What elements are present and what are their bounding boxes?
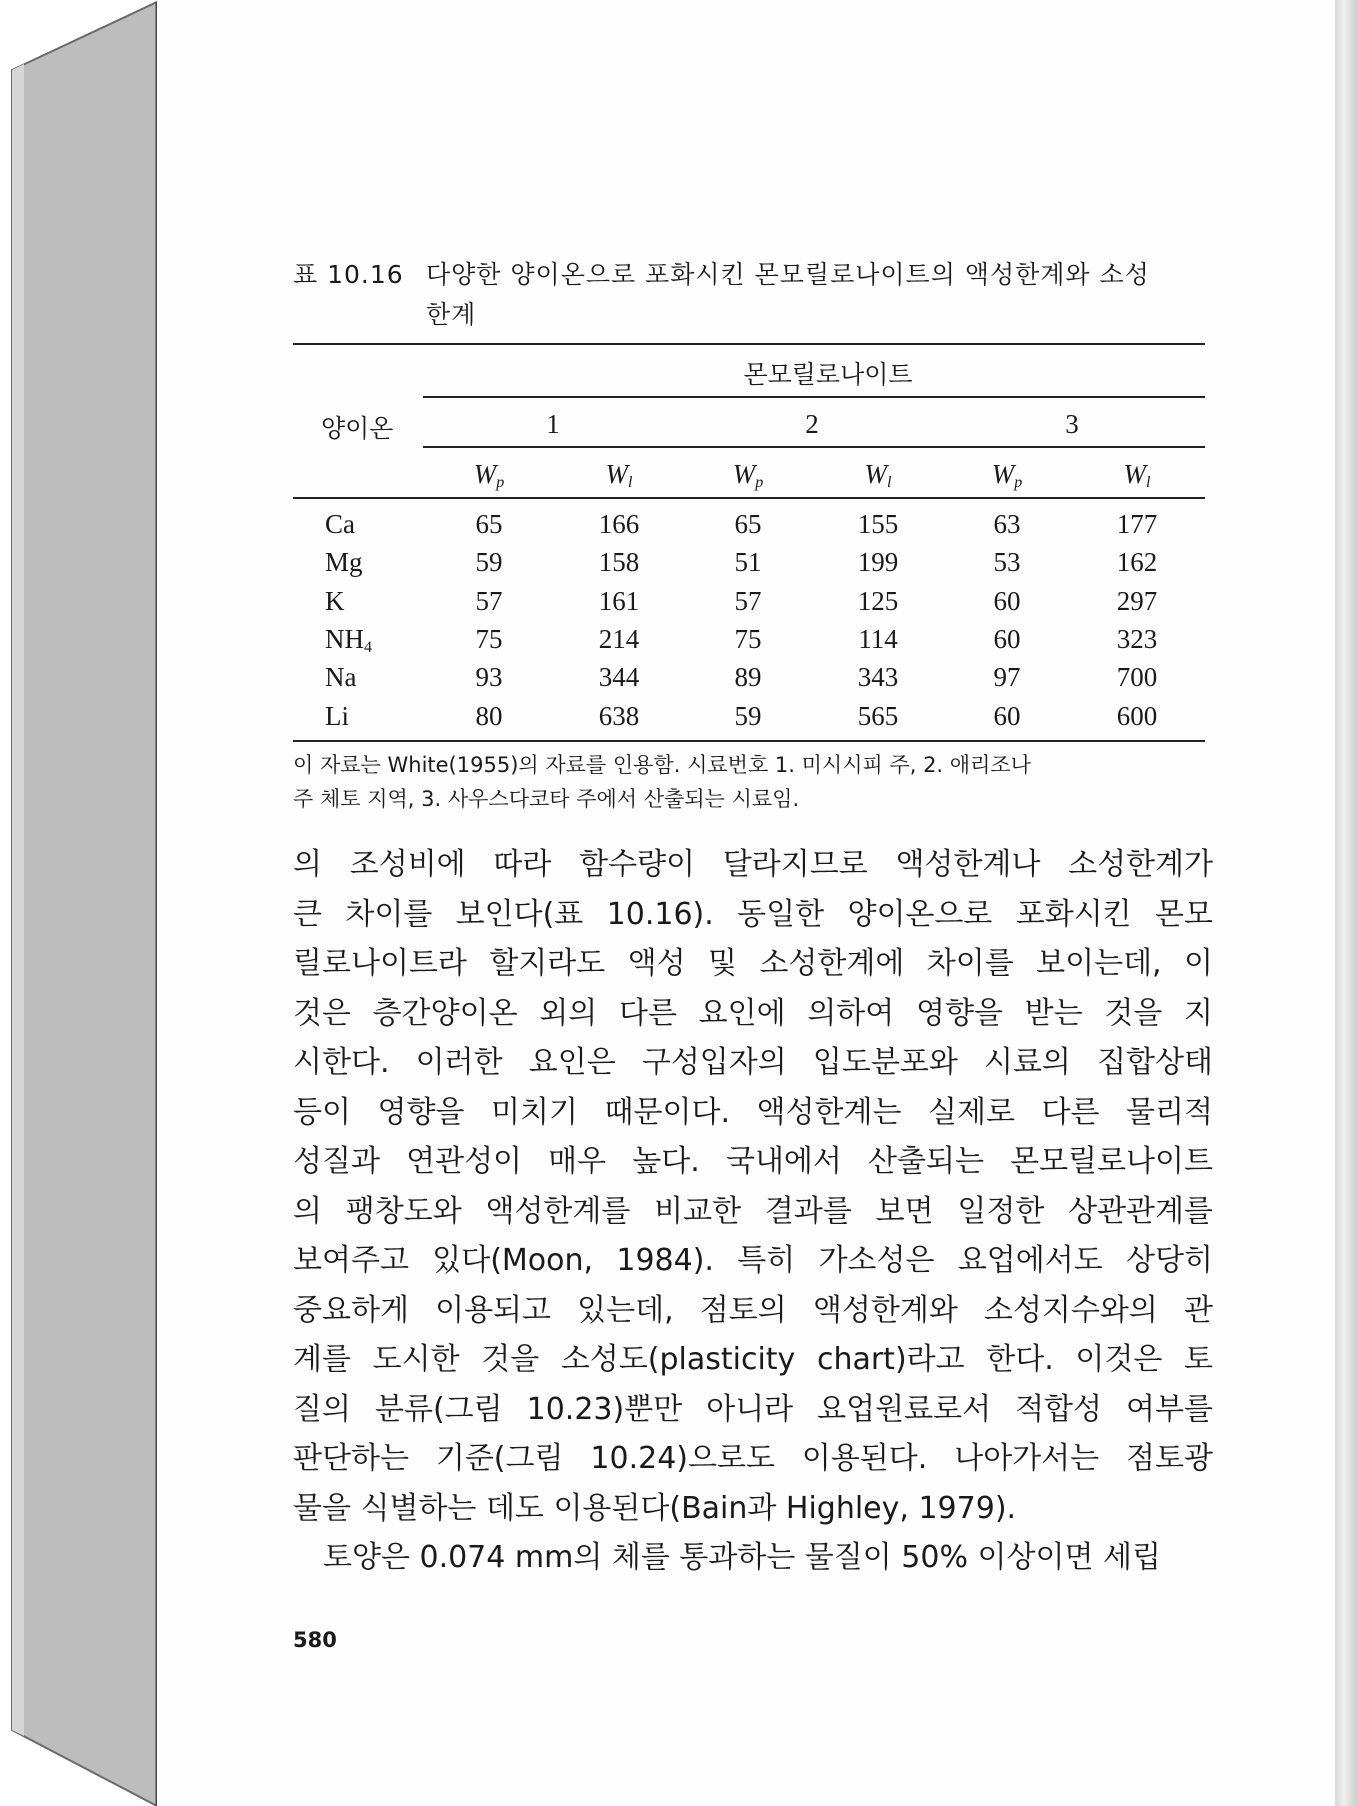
sample-1: 1 xyxy=(546,409,560,439)
row-cation-label: Mg xyxy=(325,547,363,578)
header-bottom-rule xyxy=(293,497,1205,499)
body-line: 물을 식별하는 데도 이용된다(Bain과 Highley, 1979). xyxy=(293,1490,1017,1526)
body-line: 것은 층간양이온 외의 다른 요인에 의하여 영향을 받는 것을 지 xyxy=(293,995,1213,1031)
row-cation-label: K xyxy=(325,585,345,616)
table-cell: 60 xyxy=(993,700,1021,731)
table-cell: 214 xyxy=(598,623,640,654)
table-cell: 60 xyxy=(993,585,1021,616)
table-cell: 162 xyxy=(1116,547,1158,578)
sample-2: 2 xyxy=(805,409,819,439)
table-top-rule xyxy=(293,343,1205,345)
table-cell: 53 xyxy=(993,547,1021,578)
group-header: 몬모릴로나이트 xyxy=(743,360,913,389)
table-cell: 158 xyxy=(598,547,640,578)
body-line: 의 조성비에 따라 함수량이 달라지므로 액성한계나 소성한계가 xyxy=(293,847,1213,882)
table-cell: 63 xyxy=(993,509,1021,539)
row-cation-label: Ca xyxy=(325,509,355,539)
table-cell: 638 xyxy=(598,700,640,731)
body-text xyxy=(293,840,1213,1583)
table-cell: 199 xyxy=(857,547,899,578)
sub-header-wp-2: $W_p$ xyxy=(732,459,764,491)
table-cell: 89 xyxy=(734,662,762,693)
table-bottom-rule xyxy=(293,740,1205,742)
sample-rule xyxy=(423,446,1205,448)
row-header: 양이온 xyxy=(321,414,394,443)
table-cell: 177 xyxy=(1116,509,1158,539)
table-cell: 57 xyxy=(475,585,503,616)
table-cell: 114 xyxy=(858,623,898,654)
body-line: 판단하는 기준(그림 10.24)으로도 이용된다. 나아가서는 점토광 xyxy=(293,1441,1213,1476)
table-cell: 166 xyxy=(598,509,640,539)
body-line: 등이 영향을 미치기 때문이다. 액성한계는 실제로 다른 물리적 xyxy=(293,1094,1213,1130)
table-cell: 75 xyxy=(734,623,762,654)
sub-header-wp-3: $W_p$ xyxy=(991,459,1023,491)
sub-header-wl-1: $W_l$ xyxy=(605,459,633,491)
body-line: 질의 분류(그림 10.23)뿐만 아니라 요업원료로서 적합성 여부를 xyxy=(293,1391,1213,1427)
row-cation-label: Li xyxy=(325,700,349,731)
sub-header-wp-1: $W_p$ xyxy=(473,459,505,491)
table-cell: 155 xyxy=(857,509,899,539)
table-title-line1: 다양한 양이온으로 포화시킨 몬모릴로나이트의 액성한계와 소성 xyxy=(426,260,1150,289)
body-line: 큰 차이를 보인다(표 10.16). 동일한 양이온으로 포화시킨 몬모 xyxy=(293,896,1213,932)
body-line: 시한다. 이러한 요인은 구성입자의 입도분포와 시료의 집합상태 xyxy=(293,1045,1213,1080)
table-cell: 297 xyxy=(1116,585,1158,616)
note-line1: 이 자료는 White(1955)의 자료를 인용함. 시료번호 1. 미시시피 주, 2. 애리조나 xyxy=(293,753,1031,777)
row-cation-label: Na xyxy=(325,662,357,693)
sub-header-wl-2: $W_l$ xyxy=(864,459,892,491)
table-cell: 59 xyxy=(475,547,503,578)
body-line: 토양은 0.074 mm의 체를 통과하는 물질이 50% 이상이면 세립 xyxy=(323,1540,1161,1575)
table-cell: 600 xyxy=(1116,700,1158,731)
body-line: 계를 도시한 것을 소성도(plasticity chart)라고 한다. 이것은 토 xyxy=(293,1342,1213,1377)
table-number: 표 10.16 xyxy=(293,260,404,289)
table-cell: 93 xyxy=(475,662,503,693)
sub-header-wl-3: $W_l$ xyxy=(1123,459,1151,491)
page-edge xyxy=(1335,0,1357,1806)
body-line: 릴로나이트라 할지라도 액성 및 소성한계에 차이를 보이는데, 이 xyxy=(293,946,1213,981)
table-cell: 97 xyxy=(993,662,1021,693)
body-line: 성질과 연관성이 매우 높다. 국내에서 산출되는 몬모릴로나이트 xyxy=(293,1144,1213,1179)
table-cell: 80 xyxy=(475,700,503,731)
note-line2: 주 체토 지역, 3. 사우스다코타 주에서 산출되는 시료임. xyxy=(293,787,800,811)
table-cell: 161 xyxy=(598,585,640,616)
table-cell: 60 xyxy=(993,623,1021,654)
table-title-line2: 한계 xyxy=(426,300,477,329)
body-line: 보여주고 있다(Moon, 1984). 특히 가소성은 요업에서도 상당히 xyxy=(293,1243,1213,1278)
table-cell: 343 xyxy=(857,662,899,693)
group-rule xyxy=(423,396,1205,398)
data-table xyxy=(293,343,1205,743)
table-cell: 700 xyxy=(1116,662,1158,693)
row-cation-label: $NH_4$ xyxy=(325,623,372,656)
table-cell: 65 xyxy=(734,509,762,539)
table-cell: 125 xyxy=(857,585,899,616)
table-cell: 59 xyxy=(734,700,762,731)
table-cell: 565 xyxy=(857,700,899,731)
body-line: 중요하게 이용되고 있는데, 점토의 액성한계와 소성지수와의 관 xyxy=(293,1292,1213,1328)
table-cell: 323 xyxy=(1116,623,1158,654)
sample-3: 3 xyxy=(1065,409,1079,439)
page-number: 580 xyxy=(293,1628,337,1652)
body-line: 의 팽창도와 액성한계를 비교한 결과를 보면 일정한 상관관계를 xyxy=(293,1193,1213,1229)
table-cell: 75 xyxy=(475,623,503,654)
table-cell: 65 xyxy=(475,509,503,539)
table-cell: 51 xyxy=(734,547,762,578)
table-cell: 344 xyxy=(598,662,640,693)
table-cell: 57 xyxy=(734,585,762,616)
table-note xyxy=(293,748,1213,816)
